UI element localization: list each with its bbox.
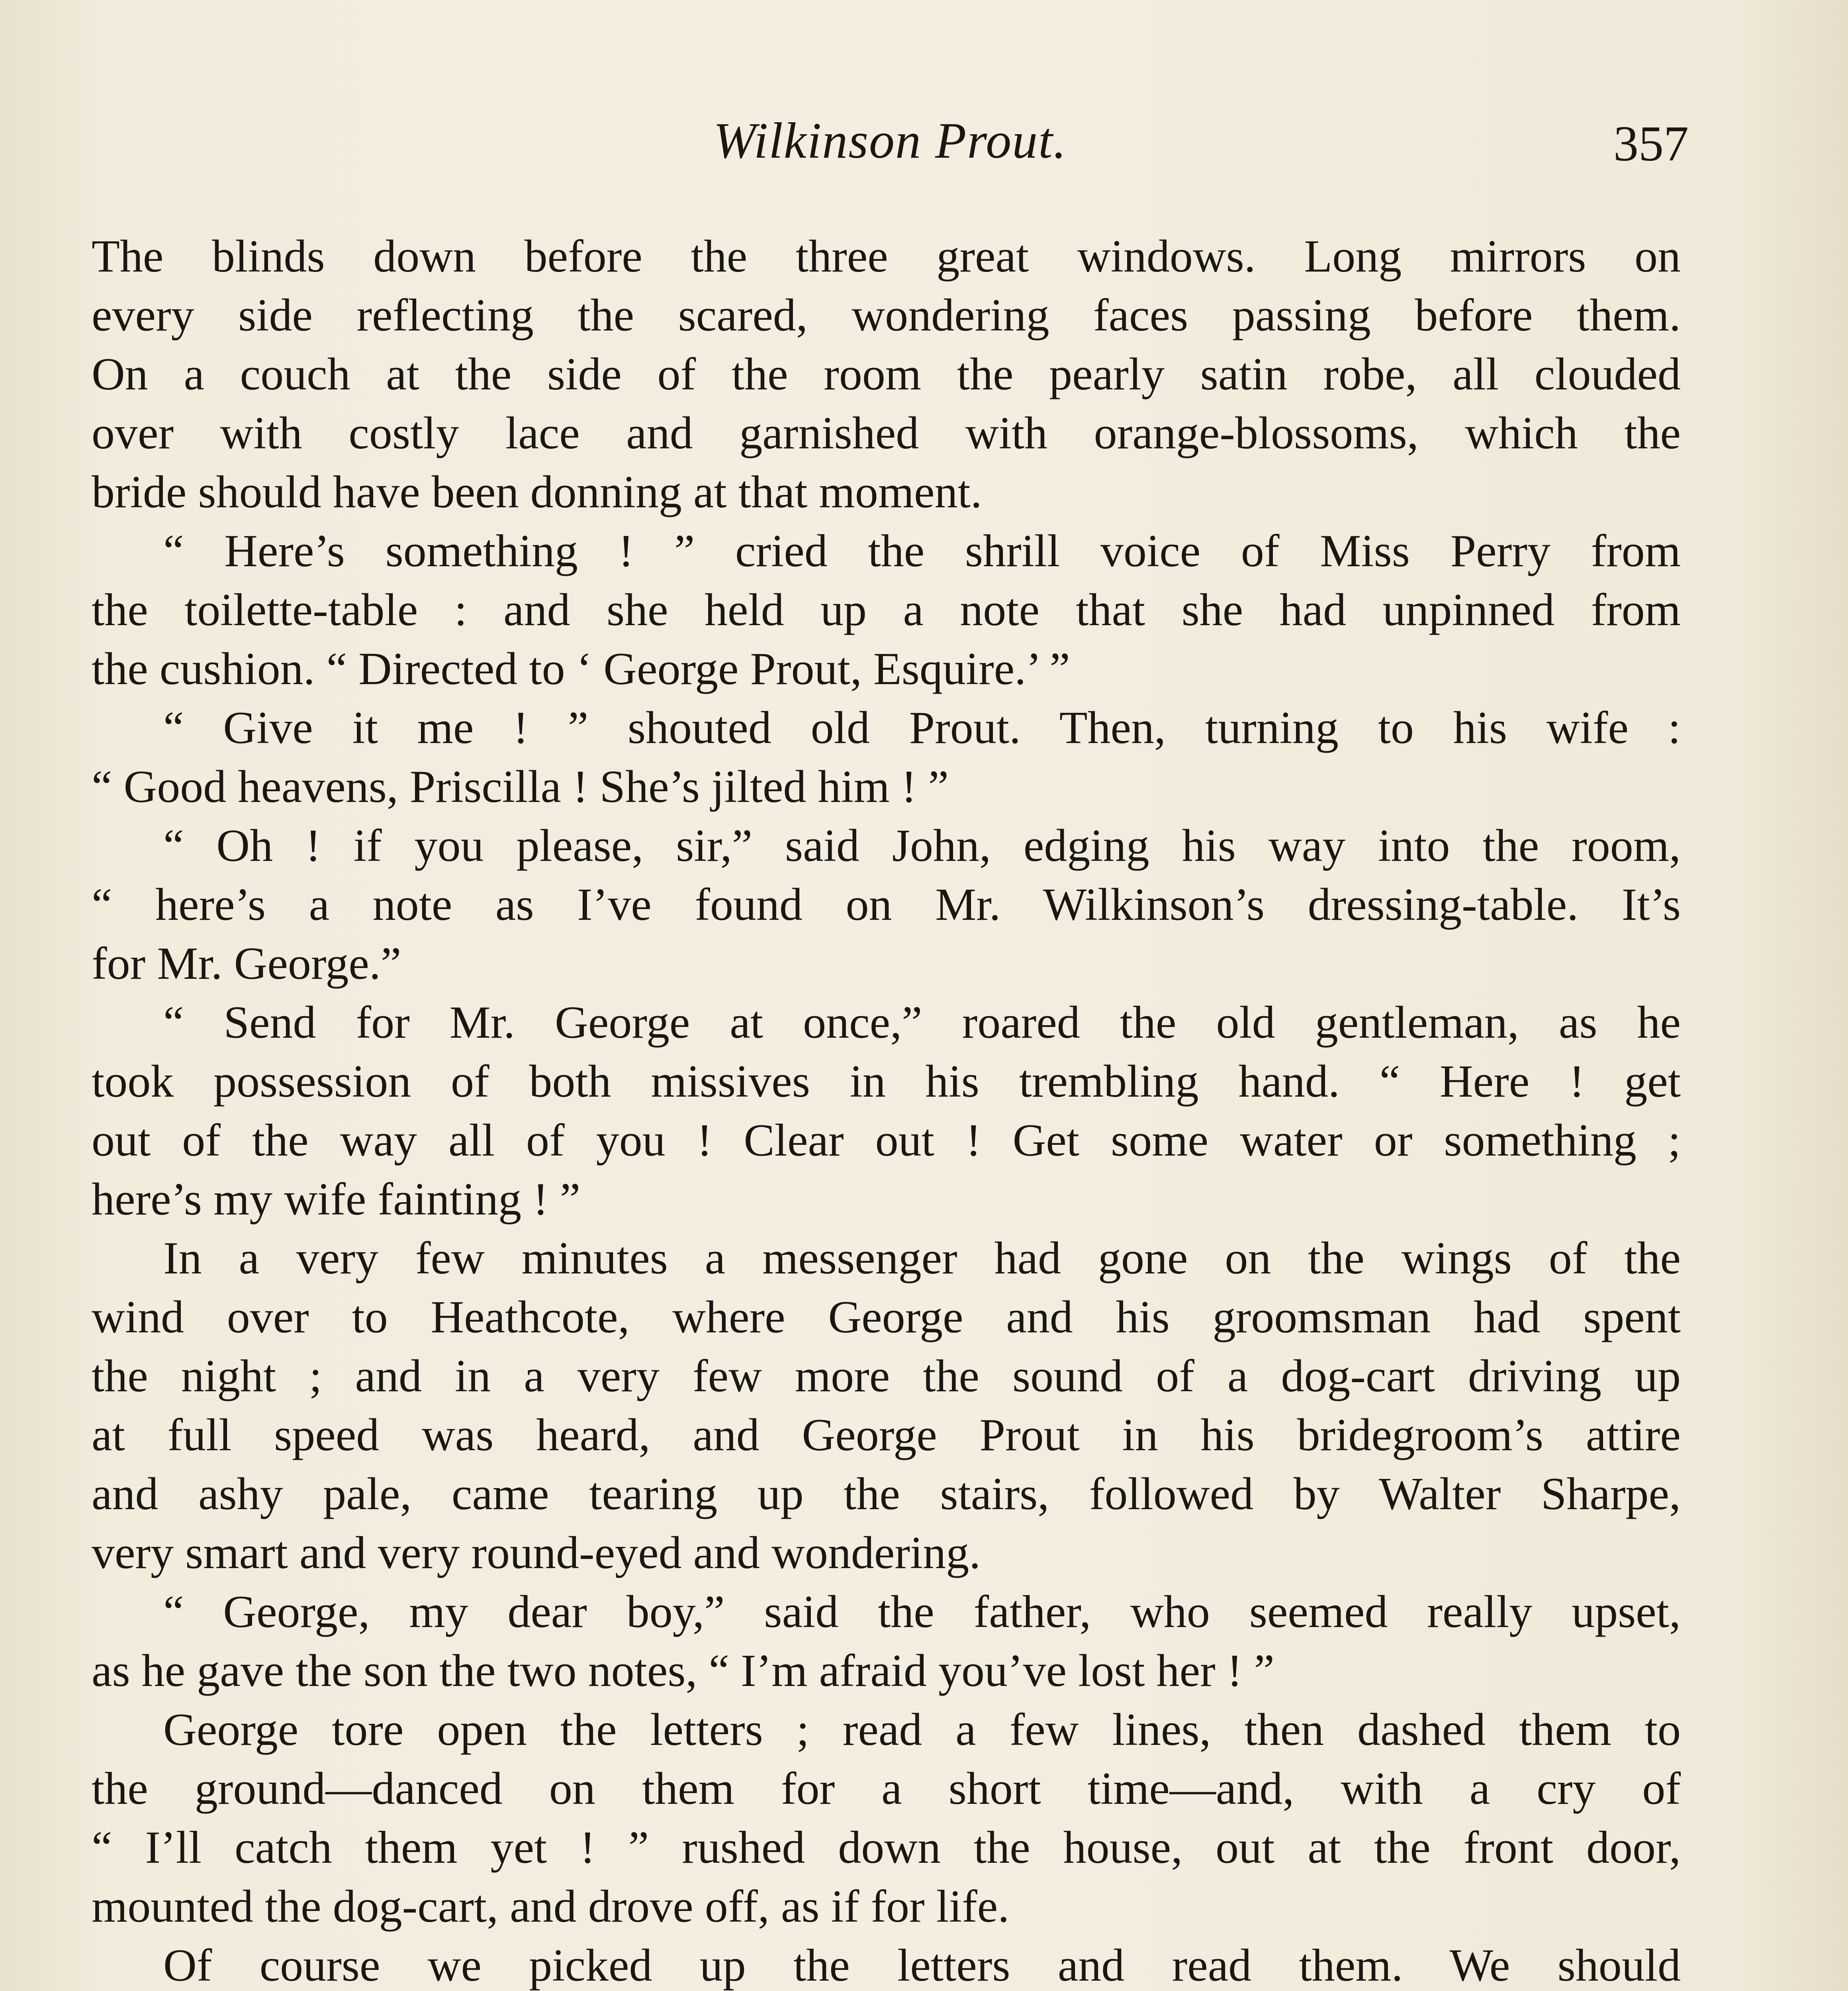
running-head: Wilkinson Prout. xyxy=(713,112,1067,169)
text-line: In a very few minutes a messenger had gone on the wings of the xyxy=(163,1233,1681,1284)
text-line: as he gave the son the two notes, “ I’m afraid you’ve lost her ! ” xyxy=(92,1645,1274,1696)
text-line: the ground—danced on them for a short time—and, with a cry of xyxy=(92,1763,1681,1814)
text-line: “ Send for Mr. George at once,” roared the old gentleman, as he xyxy=(163,997,1681,1048)
text-line: for Mr. George.” xyxy=(92,938,401,989)
page-header xyxy=(92,111,1689,183)
text-line: Of course we picked up the letters and read them. We should xyxy=(163,1940,1681,1991)
text-line: and ashy pale, came tearing up the stairs, followed by Walter Sharpe, xyxy=(92,1469,1681,1520)
text-line: at full speed was heard, and George Prout in his bridegroom’s attire xyxy=(92,1410,1681,1461)
text-line: the night ; and in a very few more the sound of a dog-cart driving up xyxy=(92,1351,1681,1402)
text-line: The blinds down before the three great windows. Long mirrors on xyxy=(92,231,1681,282)
text-line: the cushion. “ Directed to ‘ George Prout, Esquire.’ ” xyxy=(92,643,1070,694)
text-line: bride should have been donning at that moment. xyxy=(92,467,982,518)
text-line: “ Good heavens, Priscilla ! She’s jilted him ! ” xyxy=(92,761,949,812)
text-line: over with costly lace and garnished with orange-blossoms, which the xyxy=(92,408,1681,459)
text-line: the toilette-table : and she held up a note that she had unpinned from xyxy=(92,585,1681,636)
text-line: here’s my wife fainting ! ” xyxy=(92,1174,581,1225)
text-line: “ Here’s something ! ” cried the shrill voice of Miss Perry from xyxy=(163,526,1681,577)
text-line: took possession of both missives in his trembling hand. “ Here ! get xyxy=(92,1056,1681,1107)
text-line: “ I’ll catch them yet ! ” rushed down the house, out at the front door, xyxy=(92,1822,1681,1873)
text-line: “ Oh ! if you please, sir,” said John, edging his way into the room, xyxy=(163,820,1681,871)
page-number: 357 xyxy=(1613,116,1689,172)
text-line: out of the way all of you ! Clear out ! Get some water or something ; xyxy=(92,1115,1681,1166)
text-line: every side reflecting the scared, wondering faces passing before them. xyxy=(92,290,1681,341)
text-line: “ here’s a note as I’ve found on Mr. Wilkinson’s dressing-table. It’s xyxy=(92,879,1681,930)
text-line: On a couch at the side of the room the pearly satin robe, all clouded xyxy=(92,349,1681,400)
text-line: very smart and very round-eyed and wondering. xyxy=(92,1527,981,1578)
text-line: mounted the dog-cart, and drove off, as if for life. xyxy=(92,1881,1010,1932)
text-line: “ George, my dear boy,” said the father, who seemed really upset, xyxy=(163,1586,1681,1637)
text-line: George tore open the letters ; read a few lines, then dashed them to xyxy=(163,1704,1681,1755)
text-line: wind over to Heathcote, where George and his groomsman had spent xyxy=(92,1292,1681,1343)
text-line: “ Give it me ! ” shouted old Prout. Then, turning to his wife : xyxy=(163,702,1681,753)
body-text xyxy=(92,227,1681,1991)
